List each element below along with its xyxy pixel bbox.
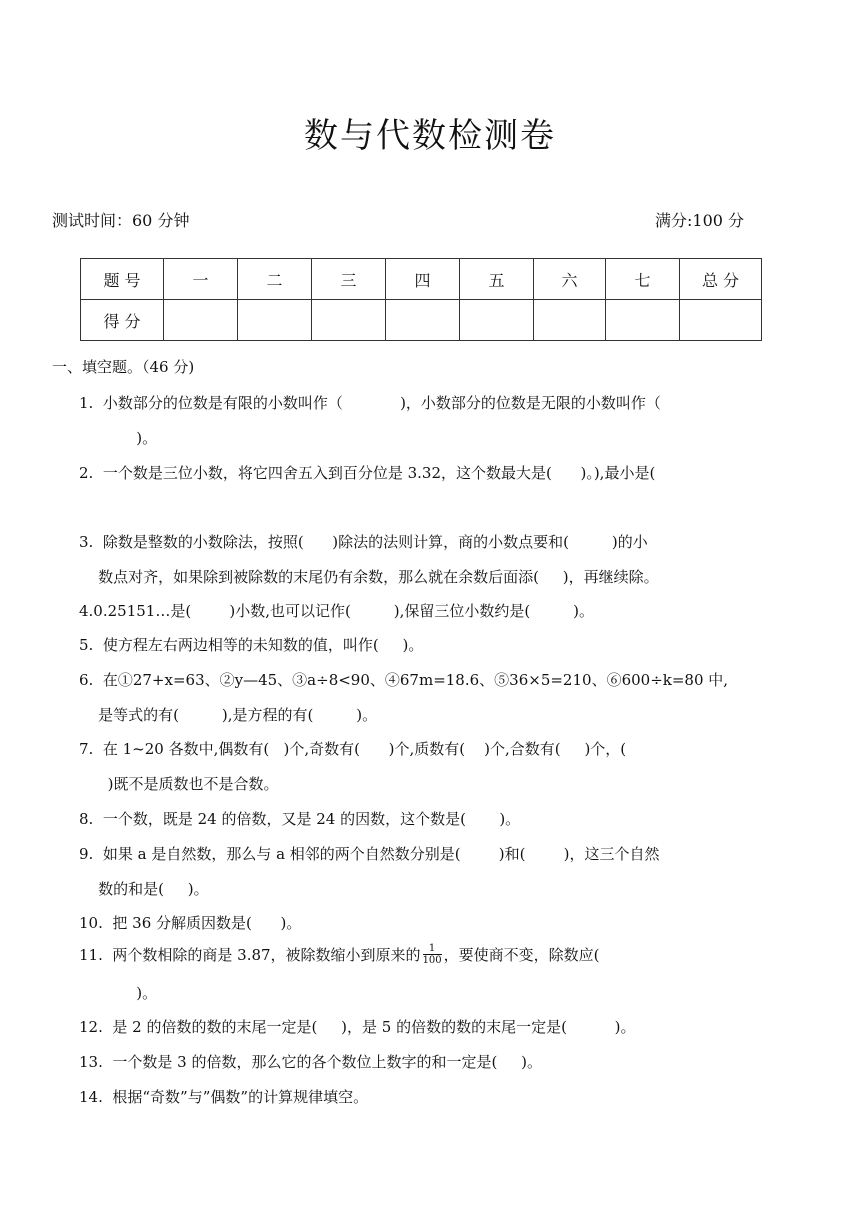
score-input-cell[interactable]: [680, 300, 762, 341]
question-line: 3. 除数是整数的小数除法，按照( )除法的法则计算，商的小数点要和( )的小: [79, 533, 648, 551]
fraction-denominator: 100: [422, 954, 442, 966]
question-line: 数的和是( )。: [79, 880, 209, 898]
score-table: [80, 258, 762, 341]
score-table-score-row: [81, 300, 762, 341]
question-text: 11. 两个数相除的商是 3.87，被除数缩小到原来的: [79, 946, 421, 964]
score-input-cell[interactable]: [312, 300, 386, 341]
question-line: 4.0.25151…是( )小数,也可以记作( ),保留三位小数约是( )。: [79, 602, 594, 620]
score-input-cell[interactable]: [460, 300, 534, 341]
score-input-cell[interactable]: [386, 300, 460, 341]
question-line: 6. 在①27+x=63、②y—45、③a÷8<90、④67m=18.6、⑤36×5=210、⑥600÷k=80 中,: [79, 671, 729, 689]
full-score: 满分:100 分: [655, 211, 745, 230]
table-cell: 三: [312, 259, 386, 300]
question-line: 是等式的有( ),是方程的有( )。: [79, 706, 378, 724]
table-cell: 七: [606, 259, 680, 300]
question-text: ，要使商不变，除数应(: [443, 946, 600, 964]
question-line: 9. 如果 a 是自然数，那么与 a 相邻的两个自然数分别是( )和( )，这三个自然: [79, 845, 660, 863]
score-input-cell[interactable]: [606, 300, 680, 341]
question-line: )。: [79, 984, 158, 1002]
table-cell: 五: [460, 259, 534, 300]
question-line: [79, 944, 600, 968]
table-cell: 四: [386, 259, 460, 300]
page-title: 数与代数检测卷: [304, 116, 556, 156]
question-line: 1. 小数部分的位数是有限的小数叫作（ )，小数部分的位数是无限的小数叫作（: [79, 394, 661, 412]
score-input-cell[interactable]: [164, 300, 238, 341]
question-line: 14. 根据“奇数”与”偶数”的计算规律填空。: [79, 1088, 369, 1106]
fraction: [423, 943, 442, 966]
table-cell: 得 分: [81, 300, 164, 341]
question-line: 2. 一个数是三位小数，将它四舍五入到百分位是 3.32，这个数最大是( )。),最小是(: [79, 464, 656, 482]
question-line: 8. 一个数，既是 24 的倍数，又是 24 的因数，这个数是( )。: [79, 810, 521, 828]
table-cell: 六: [534, 259, 606, 300]
question-line: 10. 把 36 分解质因数是( )。: [79, 914, 302, 932]
question-line: )既不是质数也不是合数。: [79, 775, 279, 793]
table-cell: 题 号: [81, 259, 164, 300]
score-input-cell[interactable]: [238, 300, 312, 341]
question-line: 13. 一个数是 3 的倍数，那么它的各个数位上数字的和一定是( )。: [79, 1053, 543, 1071]
table-cell: 一: [164, 259, 238, 300]
section-heading: 一、填空题。（46 分): [52, 358, 195, 376]
question-line: 数点对齐，如果除到被除数的末尾仍有余数，那么就在余数后面添( )，再继续除。: [79, 568, 659, 586]
table-cell: 二: [238, 259, 312, 300]
question-line: 5. 使方程左右两边相等的未知数的值，叫作( )。: [79, 636, 424, 654]
score-input-cell[interactable]: [534, 300, 606, 341]
test-time: 测试时间：60 分钟: [52, 211, 190, 230]
fraction-numerator: 1: [423, 943, 442, 955]
score-table-header-row: [81, 259, 762, 300]
question-line: 12. 是 2 的倍数的数的末尾一定是( )，是 5 的倍数的数的末尾一定是( )。: [79, 1018, 636, 1036]
question-line: 7. 在 1~20 各数中,偶数有( )个,奇数有( )个,质数有( )个,合数有( )个，(: [79, 740, 627, 758]
table-cell: 总 分: [680, 259, 762, 300]
question-line: )。: [79, 429, 158, 447]
